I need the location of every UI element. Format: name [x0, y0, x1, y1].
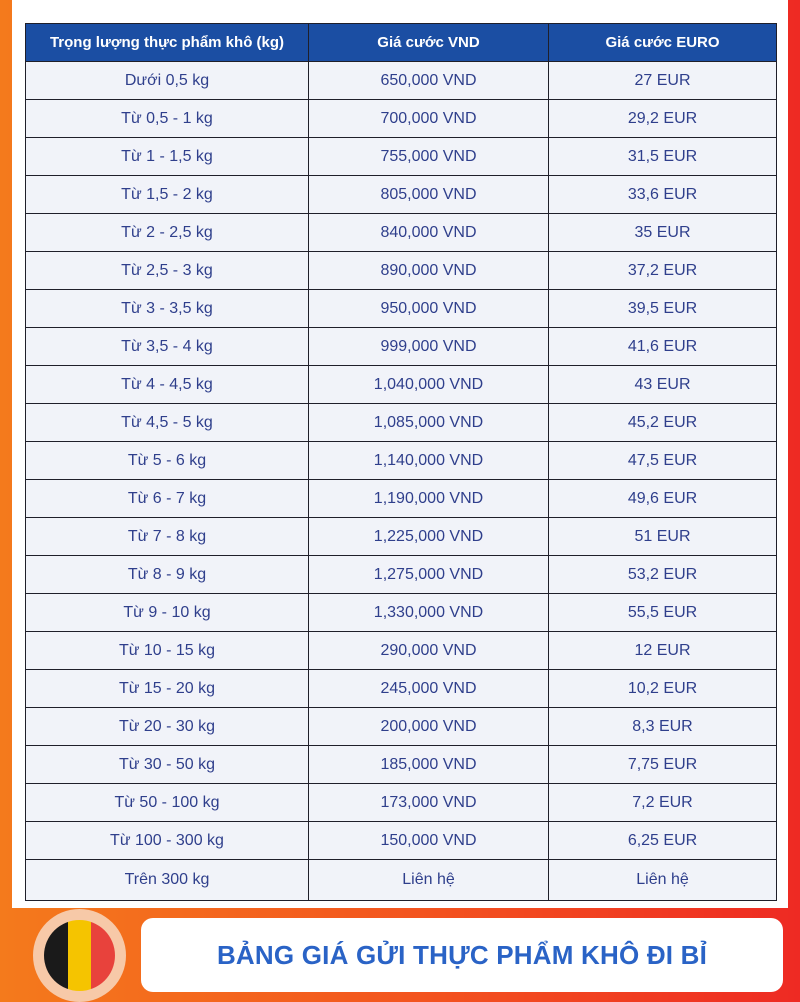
- cell-price-vnd: 185,000 VND: [309, 746, 549, 784]
- flag-stripe-yellow: [68, 920, 92, 991]
- cell-price-vnd: 890,000 VND: [309, 252, 549, 290]
- header-weight: Trọng lượng thực phẩm khô (kg): [26, 24, 309, 62]
- cell-price-vnd: 1,190,000 VND: [309, 480, 549, 518]
- table-row: [26, 784, 777, 822]
- cell-price-vnd: 650,000 VND: [309, 62, 549, 100]
- belgium-flag-icon: [44, 920, 115, 991]
- cell-price-euro: 55,5 EUR: [549, 594, 777, 632]
- cell-price-vnd: 173,000 VND: [309, 784, 549, 822]
- cell-price-vnd: 1,085,000 VND: [309, 404, 549, 442]
- cell-weight: Từ 4,5 - 5 kg: [26, 404, 309, 442]
- belgium-flag-badge: [33, 909, 126, 1002]
- cell-weight: Từ 4 - 4,5 kg: [26, 366, 309, 404]
- cell-price-euro: 39,5 EUR: [549, 290, 777, 328]
- cell-weight: Từ 1,5 - 2 kg: [26, 176, 309, 214]
- cell-price-vnd: 840,000 VND: [309, 214, 549, 252]
- header-price-vnd: Giá cước VND: [309, 24, 549, 62]
- cell-price-vnd: 1,040,000 VND: [309, 366, 549, 404]
- cell-price-euro: 8,3 EUR: [549, 708, 777, 746]
- cell-weight: Từ 1 - 1,5 kg: [26, 138, 309, 176]
- cell-price-vnd: 700,000 VND: [309, 100, 549, 138]
- cell-weight: Từ 8 - 9 kg: [26, 556, 309, 594]
- cell-price-euro: 53,2 EUR: [549, 556, 777, 594]
- cell-price-euro: 51 EUR: [549, 518, 777, 556]
- table-row: [26, 518, 777, 556]
- cell-price-vnd: 245,000 VND: [309, 670, 549, 708]
- table-row: [26, 556, 777, 594]
- cell-weight: Từ 10 - 15 kg: [26, 632, 309, 670]
- cell-price-vnd: 290,000 VND: [309, 632, 549, 670]
- cell-price-vnd: 999,000 VND: [309, 328, 549, 366]
- table-row: [26, 366, 777, 404]
- cell-price-vnd: 755,000 VND: [309, 138, 549, 176]
- table-row: [26, 290, 777, 328]
- cell-weight: Dưới 0,5 kg: [26, 62, 309, 100]
- cell-price-vnd: 950,000 VND: [309, 290, 549, 328]
- table-row: [26, 100, 777, 138]
- table-row: [26, 708, 777, 746]
- cell-weight: Từ 6 - 7 kg: [26, 480, 309, 518]
- cell-price-vnd: 1,275,000 VND: [309, 556, 549, 594]
- table-row: [26, 442, 777, 480]
- table-row: [26, 822, 777, 860]
- cell-weight: Từ 0,5 - 1 kg: [26, 100, 309, 138]
- title-banner: [141, 918, 783, 992]
- table-row: [26, 594, 777, 632]
- cell-weight: Từ 100 - 300 kg: [26, 822, 309, 860]
- banner-title: BẢNG GIÁ GỬI THỰC PHẨM KHÔ ĐI BỈ: [216, 939, 708, 970]
- table-row: [26, 176, 777, 214]
- cell-price-euro: 41,6 EUR: [549, 328, 777, 366]
- cell-weight: Từ 2,5 - 3 kg: [26, 252, 309, 290]
- table-header-row: [26, 24, 777, 62]
- cell-price-euro: 45,2 EUR: [549, 404, 777, 442]
- cell-price-vnd: 150,000 VND: [309, 822, 549, 860]
- cell-price-euro: 43 EUR: [549, 366, 777, 404]
- table-row: [26, 480, 777, 518]
- cell-weight: Từ 15 - 20 kg: [26, 670, 309, 708]
- cell-weight: Từ 50 - 100 kg: [26, 784, 309, 822]
- table-row: [26, 670, 777, 708]
- cell-price-vnd: 1,225,000 VND: [309, 518, 549, 556]
- flag-stripe-red: [91, 920, 115, 991]
- cell-weight: Từ 5 - 6 kg: [26, 442, 309, 480]
- cell-price-euro: 47,5 EUR: [549, 442, 777, 480]
- cell-weight: Trên 300 kg: [26, 860, 309, 901]
- cell-price-vnd: Liên hệ: [309, 860, 549, 901]
- cell-price-euro: 7,75 EUR: [549, 746, 777, 784]
- cell-price-vnd: 805,000 VND: [309, 176, 549, 214]
- table-row: [26, 746, 777, 784]
- table-body: [26, 62, 777, 901]
- price-table: [25, 23, 777, 901]
- table-row: [26, 214, 777, 252]
- cell-price-vnd: 1,140,000 VND: [309, 442, 549, 480]
- table-row: [26, 404, 777, 442]
- cell-price-euro: Liên hệ: [549, 860, 777, 901]
- cell-weight: Từ 30 - 50 kg: [26, 746, 309, 784]
- table-row: [26, 328, 777, 366]
- cell-weight: Từ 2 - 2,5 kg: [26, 214, 309, 252]
- cell-price-euro: 27 EUR: [549, 62, 777, 100]
- cell-price-euro: 31,5 EUR: [549, 138, 777, 176]
- cell-weight: Từ 7 - 8 kg: [26, 518, 309, 556]
- cell-weight: Từ 20 - 30 kg: [26, 708, 309, 746]
- cell-price-euro: 29,2 EUR: [549, 100, 777, 138]
- table-row: [26, 860, 777, 901]
- flag-stripe-black: [44, 920, 68, 991]
- cell-weight: Từ 3 - 3,5 kg: [26, 290, 309, 328]
- cell-price-euro: 49,6 EUR: [549, 480, 777, 518]
- cell-weight: Từ 9 - 10 kg: [26, 594, 309, 632]
- cell-price-euro: 12 EUR: [549, 632, 777, 670]
- cell-weight: Từ 3,5 - 4 kg: [26, 328, 309, 366]
- cell-price-euro: 7,2 EUR: [549, 784, 777, 822]
- table-row: [26, 62, 777, 100]
- cell-price-euro: 6,25 EUR: [549, 822, 777, 860]
- cell-price-euro: 33,6 EUR: [549, 176, 777, 214]
- cell-price-vnd: 1,330,000 VND: [309, 594, 549, 632]
- table-row: [26, 252, 777, 290]
- cell-price-euro: 10,2 EUR: [549, 670, 777, 708]
- cell-price-euro: 37,2 EUR: [549, 252, 777, 290]
- table-row: [26, 632, 777, 670]
- header-price-euro: Giá cước EURO: [549, 24, 777, 62]
- cell-price-vnd: 200,000 VND: [309, 708, 549, 746]
- table-row: [26, 138, 777, 176]
- cell-price-euro: 35 EUR: [549, 214, 777, 252]
